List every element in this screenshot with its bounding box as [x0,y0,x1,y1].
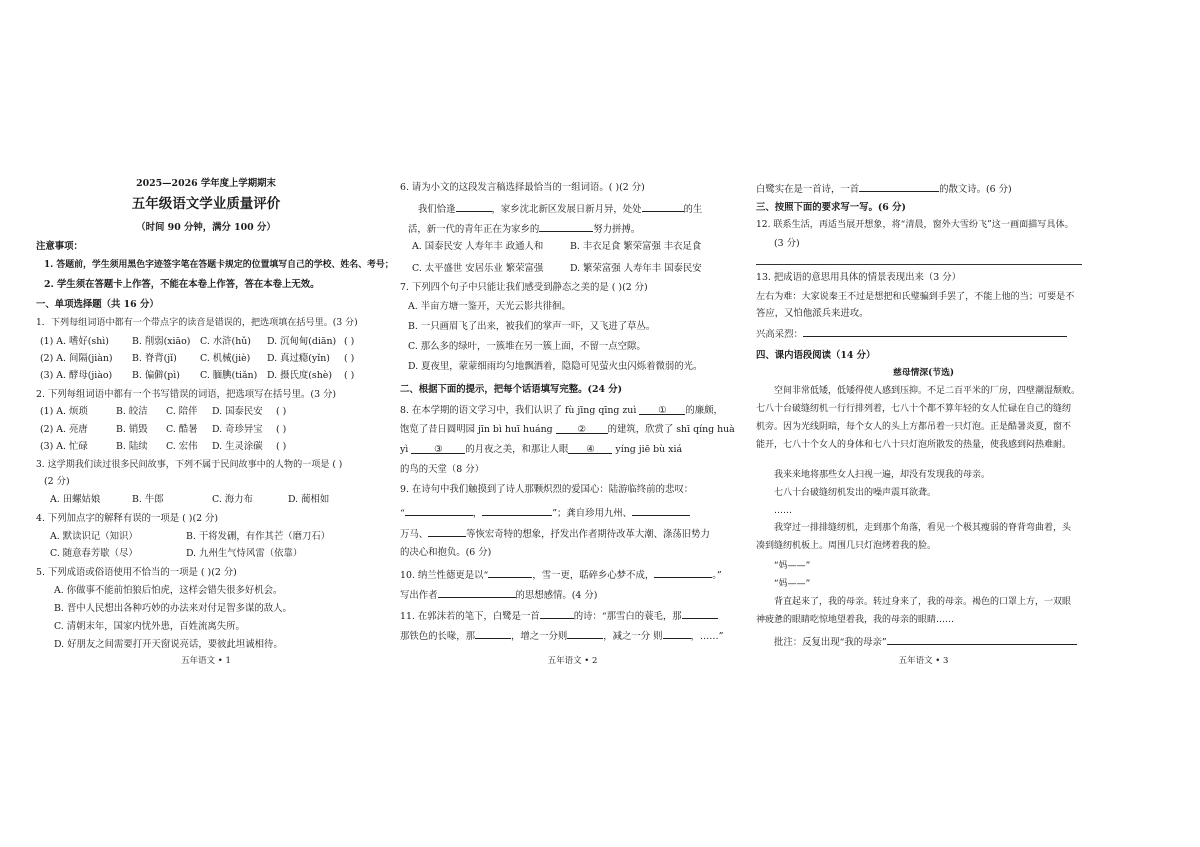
q13-blank-row [756,326,1091,341]
q3-score: (2 分) [44,476,70,487]
text: 努力拼搏。 [593,224,641,235]
q7-option-a: A. 半亩方塘一鉴开，天光云影共徘徊。 [408,301,571,312]
text: 11. 在郭沫若的笔下，白鹭是一首 [400,611,540,622]
question-3: 3. 这学期我们读过很多民间故事，下列不属于民间故事中的人物的一项是 ( ) [36,460,343,470]
q5-option-a: A. 你做事不能前怕狼后怕虎，这样会错失很多好机会。 [54,585,283,596]
annotation-row [756,634,1091,649]
text: 兴高采烈： [756,329,803,340]
question-11 [400,608,745,623]
option: B. 削弱(xiāo) [132,336,191,347]
option: B. 牛郎 [132,494,164,505]
option: (1) A. 烦琐 [40,406,88,417]
text: 的廉颇， [685,405,723,416]
reading-line: 我穿过一排排缝纫机，走到那个角落，看见一个极其瘦弱的脊背弯曲着，头 [774,523,1072,533]
question-10 [400,567,745,582]
q13-example-2: 答应，又怕他派兵来进攻。 [756,308,869,319]
option: C. 腼腆(tiǎn) [200,370,258,381]
answer-bracket[interactable]: ( ) [276,441,287,452]
blank[interactable] [428,526,466,537]
blank[interactable] [663,628,691,639]
blank[interactable] [488,567,532,578]
option: C. 机械(jiè) [200,353,251,364]
text: 万马、 [400,529,429,540]
option: A. 田螺姑娘 [50,494,101,505]
text: 我们恰逢 [418,204,456,215]
notice-1: 1. 答题前，学生须用黑色字迹签字笔在答题卡规定的位置填写自己的学校、姓名、考号； [44,260,394,270]
option: C. 宏伟 [166,441,198,452]
option: B. 销毁 [116,424,148,435]
option: C. 陪伴 [166,406,198,417]
reading-line: 我来来地将那些女人扫视一遍，却没有发现我的母亲。 [774,470,991,480]
text: 的散文诗。(6 分) [939,184,1012,195]
blank[interactable] [411,443,465,454]
notice-heading: 注意事项： [36,241,83,252]
blank[interactable] [438,587,516,598]
text: ， [472,508,483,519]
q7-option-b: B. 一只画眉飞了出来，被我们的掌声一吓，又飞进了草丛。 [408,321,656,332]
answer-bracket[interactable]: ( ) [344,370,355,381]
text: 。” [712,570,722,581]
q7-option-c: C. 那么多的绿叶，一簇堆在另一簇上面，不留一点空隙。 [408,341,646,352]
text: 白鹭实在是一首诗，一首 [756,184,860,195]
text: 的生 [683,204,703,215]
option: C. 酷暑 [166,424,198,435]
option: D. 生灵涂碳 [212,441,263,452]
section-4-heading: 四、课内语段阅读（14 分） [756,350,876,361]
school-year: 2025—2026 学年度上学期期末 [136,178,276,189]
option: D. 国泰民安 [212,406,263,417]
answer-line[interactable] [756,264,1082,265]
option: B. 干将发硎，有作其芒（磨刀石） [186,531,331,542]
text: 的建筑，欣赏了 shī qíng huà [607,424,735,435]
option: D. 奇珍异宝 [212,424,263,435]
text: 批注：反复出现“我的母亲” [774,637,887,648]
blank[interactable] [682,608,718,619]
reading-line: 能开，七八十个女人的身体和七八十只灯泡所散发的热量，使我感到闷热难耐。 [756,440,1072,450]
option: B. 皎洁 [116,406,148,417]
reading-line: 背直起来了，我的母亲。转过身来了，我的母亲。褐色的口罩上方，一双眼 [774,597,1072,607]
q11-continued [756,181,1091,196]
reading-line: “妈——” [774,561,811,571]
q6-text-2 [400,221,745,236]
option: D. 摄氏度(shè) [267,370,332,381]
blank[interactable] [405,505,473,516]
option: D. 蔺相如 [288,494,330,505]
option: D. 沉甸甸(diān) [267,336,337,347]
reading-line: 机旁。因为光线阴暗，每个女人的头上方都吊着一只灯泡。正是酷暑炎夏，窗不 [756,422,1072,432]
option: D. 真过瘾(yǐn) [267,353,330,364]
option: (2) A. 亮唐 [40,424,88,435]
blank[interactable] [568,443,612,454]
option: D. 九州生气恃风雷（依靠） [186,548,303,559]
page-number: 五年语文 • 1 [181,656,231,666]
reading-line: 凑到缝纫机板上。周围几只灯泡烤着我的脸。 [756,541,937,551]
q5-option-c: C. 清朝末年，国家内忧外患，百姓流离失所。 [54,621,245,632]
option: C. 海力布 [212,494,253,505]
text: ”；龚自珍用九州、 [552,508,632,519]
reading-line: 空间非常低矮，低矮得使人感到压抑。不足二百平米的厂房，四壁潮湿颓败。 [774,386,1081,396]
question-12: 12. 联系生活，再适当展开想象，将“清晨，窗外大雪纷飞”这一画面描写具体。 [756,220,1074,230]
q13-example-1: 左右为难：大家说秦王不过是想把和氏璧骗到手罢了，不能上他的当；可要是不 [756,292,1075,302]
blank[interactable] [540,608,574,619]
blank[interactable] [887,634,1077,645]
section-1-heading: 一、单项选择题（共 16 分） [36,299,159,310]
option: C. 随意春芳歇（尽） [50,548,138,559]
question-13: 13. 把成语的意思用具体的情景表现出来（3 分） [756,272,961,283]
option: B. 陆续 [116,441,148,452]
q9-line-3 [400,526,745,541]
text: “ [400,508,405,519]
option: A. 默读识记（知识） [50,531,138,542]
blank[interactable] [803,326,1067,337]
option: (3) A. 忙碌 [40,441,88,452]
reading-line: …… [774,506,792,516]
text: yì [400,444,409,455]
q7-option-d: D. 夏夜里，蒙蒙细雨均匀地飘洒着，隐隐可见萤火虫闪烁着微弱的光。 [408,361,703,372]
question-5: 5. 下列成语或俗语使用不恰当的一项是 ( )(2 分) [36,567,237,578]
blank[interactable] [654,567,712,578]
text: ，……” [690,631,724,642]
answer-bracket[interactable]: ( ) [344,336,355,347]
question-1: 1．下列每组词语中都有一个带点字的读音是错误的，把选项填在括号里。(3 分) [36,318,358,328]
text: ，增之一分则 [511,631,568,642]
text: 10. 纳兰性德更是以“ [400,570,489,581]
text: yíng jiē bù xiá [615,444,683,455]
blank[interactable] [475,628,511,639]
page-number: 五年语文 • 3 [898,656,949,666]
q8-line-1 [400,404,745,417]
option: D. 繁荣富强 人寿年丰 国泰民安 [570,263,702,274]
blank[interactable] [632,505,690,516]
question-4: 4. 下列加点字的解释有误的一项是 ( )(2 分) [36,513,219,524]
q8-line-3 [400,443,745,456]
text: ，家乡沈北新区发展日新月异，处处 [491,204,642,215]
option: (1) A. 嗜好(shì) [40,336,109,347]
reading-title: 慈母情深(节选) [892,368,955,378]
q11-line-2 [400,628,745,643]
reading-line: 七八十台破缝纫机发出的噪声震耳欲聋。 [774,488,937,498]
blank[interactable] [456,201,492,212]
exam-page-1 [36,0,394,847]
q8-line-2 [400,423,745,436]
answer-bracket[interactable]: ( ) [276,424,287,435]
section-3-heading: 三、按照下面的要求写一写。(6 分) [756,202,906,213]
q9-line-4: 的决心和抱负。(6 分) [400,547,492,558]
question-2: 2. 下列每组词语中都有一个书写错误的词语，把选项写在括号里。(3 分) [36,389,337,400]
q6-text-1 [400,201,745,216]
question-6: 6. 请为小文的这段发言稿选择最恰当的一组词语。( )(2 分) [400,182,645,193]
blank-number: ④ [586,444,595,455]
reading-line: “妈——” [774,579,811,589]
blank[interactable] [539,221,593,232]
option: B. 脊背(jǐ) [132,353,177,364]
option: B. 偏僻(pì) [132,370,180,381]
text: 活，新一代的青年正在为家乡的 [408,224,540,235]
option: C. 水浒(hǔ) [200,336,251,347]
blank[interactable] [639,404,685,415]
blank[interactable] [567,628,603,639]
text: ，减之一分 则 [603,631,663,642]
reading-line: 七八十台破缝纫机一行行排列着，七八十个都不算年轻的女人忙碌在自己的缝纫 [756,404,1072,414]
question-7: 7. 下列四个句子中只能让我们感受到静态之美的是 ( )(2 分) [400,282,648,293]
text: 的诗：“那雪白的蓑毛，那 [573,611,682,622]
blank-number: ③ [434,444,443,455]
text: 饱览了昔日圆明园 jīn bì huī huáng [400,424,553,435]
text: 8. 在本学期的语文学习中，我们认识了 fù jīng qīng zuì [400,405,637,416]
q5-option-b: B. 晋中人民想出各种巧妙的办法来对付足智多谋的敌人。 [54,603,292,614]
blank-number: ① [658,405,667,416]
text: ，雪一更，聒碎乡心梦不成， [532,570,655,581]
option: (3) A. 酵母(jiào) [40,370,113,381]
blank-number: ② [577,424,586,435]
q12-score: (3 分) [774,238,800,249]
q5-option-d: D. 好朋友之间需要打开天窗说亮话，要彼此坦诚相待。 [54,639,283,650]
option: (2) A. 间隔(jiàn) [40,353,113,364]
option: B. 丰衣足食 繁荣富强 丰衣足食 [570,241,702,252]
blank[interactable] [556,423,608,434]
answer-bracket[interactable]: ( ) [276,406,287,417]
blank[interactable] [642,201,684,212]
blank[interactable] [859,181,939,192]
q9-line-2 [400,505,745,520]
text: 等恢宏奇特的想象，抒发出作者期待改革大潮、涤荡旧势力 [466,529,710,540]
notice-2: 2. 学生须在答题卡上作答，不能在本卷上作答，答在本卷上无效。 [44,279,320,290]
option: A. 国泰民安 人寿年丰 政通人和 [412,241,544,252]
q10-line-2 [400,587,745,602]
answer-bracket[interactable]: ( ) [344,353,355,364]
text: 的思想感情。(4 分) [515,590,598,601]
option: C. 太平盛世 安居乐业 繁荣富强 [412,263,544,274]
reading-line: 神疲惫的眼睛吃惊地望着我，我的母亲的眼睛…… [756,615,955,625]
exam-time: （时间 90 分钟，满分 100 分） [136,222,276,233]
text: 写出作者 [400,590,438,601]
text: 的月夜之美，和那让人眼 [465,444,569,455]
question-9: 9. 在诗句中我们触摸到了诗人那颗炽烈的爱国心：陆游临终前的悲叹： [400,484,694,495]
q8-line-4: 的鸟的天堂（8 分） [400,464,484,475]
blank[interactable] [482,505,552,516]
exam-page-2 [400,0,745,847]
text: 那铁色的长喙，那 [400,631,476,642]
exam-title: 五年级语文学业质量评价 [131,196,281,212]
page-number: 五年语文 • 2 [547,656,598,666]
exam-page-3 [756,0,1091,847]
section-2-heading: 二、根据下面的提示，把每个话语填写完整。(24 分) [400,384,623,395]
